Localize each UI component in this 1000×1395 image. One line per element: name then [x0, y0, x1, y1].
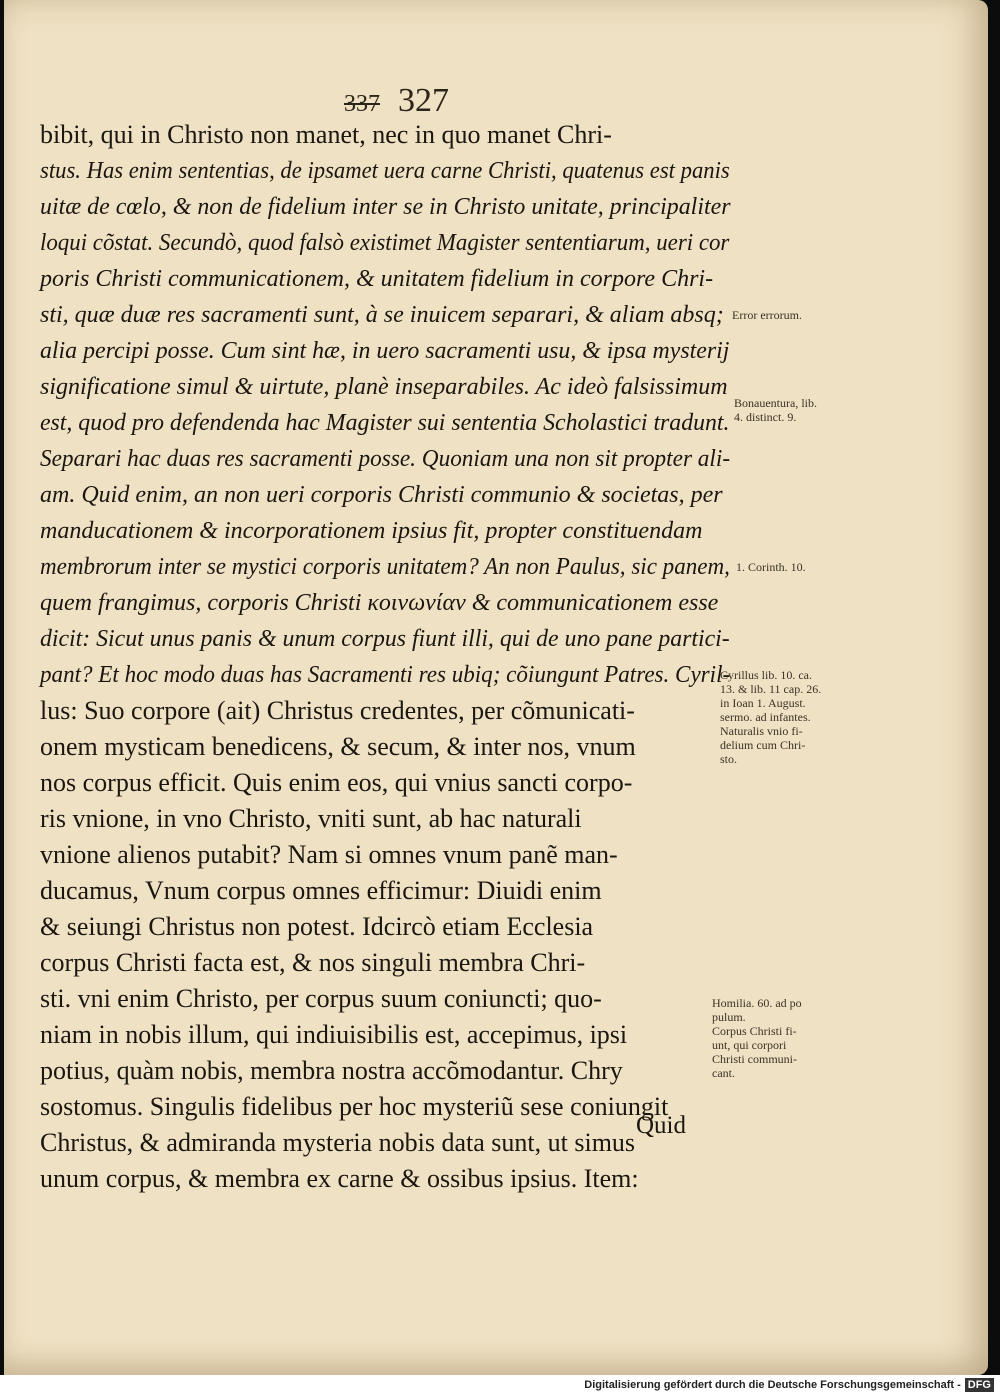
text-line: ris vnione, in vno Christo, vniti sunt, ab hac naturali — [40, 804, 582, 833]
margin-line: Naturalis vnio fi- — [720, 724, 803, 738]
text-line: stus. Has enim sententias, de ipsamet uera carne Christi, quatenus est panis — [40, 158, 730, 184]
text-line: vnione alienos putabit? Nam si omnes vnum panẽ man- — [40, 840, 618, 869]
text-line: uitæ de cœlo, & non de fidelium inter se in Christo unitate, principaliter — [40, 194, 731, 220]
text-line: niam in nobis illum, qui indiuisibilis est, accepimus, ipsi — [40, 1020, 628, 1049]
catchword: Quid — [636, 1112, 686, 1139]
margin-note-error: Error errorum. — [732, 308, 802, 322]
text-line: am. Quid enim, an non ueri corporis Christi communio & societas, per — [40, 482, 723, 508]
margin-line: unt, qui corpori — [712, 1038, 787, 1052]
margin-line: delium cum Chri- — [720, 738, 806, 752]
page-number — [344, 82, 449, 120]
text-line: significatione simul & uirtute, planè inseparabiles. Ac ideò falsissimum — [40, 374, 728, 400]
book-page — [4, 0, 988, 1375]
text-line: est, quod pro defendenda hac Magister sui sententia Scholastici tradunt. — [40, 410, 730, 436]
text-line: lus: Suo corpore (ait) Christus credentes, per cõmunicati- — [40, 696, 635, 725]
margin-note-corinth: 1. Corinth. 10. — [736, 560, 806, 574]
margin-line: Corpus Christi fi- — [712, 1024, 797, 1038]
text-line: bibit, qui in Christo non manet, nec in quo manet Chri- — [40, 120, 612, 149]
digitization-footer — [0, 1375, 1000, 1395]
margin-line: pulum. — [712, 1010, 746, 1024]
new-page-number: 327 — [398, 82, 449, 119]
text-line: dicit: Sicut unus panis & unum corpus fiunt illi, qui de uno pane partici- — [40, 626, 730, 652]
text-line: Separari hac duas res sacramenti posse. Quoniam una non sit propter ali- — [40, 446, 731, 472]
text-line: loqui cõstat. Secundò, quod falsò existimet Magister sententiarum, ueri cor — [40, 230, 730, 256]
margin-line: Christi communi- — [712, 1052, 797, 1066]
old-page-number: 337 — [344, 91, 380, 117]
text-line: corpus Christi facta est, & nos singuli membra Chri- — [40, 948, 586, 977]
text-line: pant? Et hoc modo duas has Sacramenti res ubiq; cõiungunt Patres. Cyril- — [40, 662, 731, 688]
text-line: membrorum inter se mystici corporis unitatem? An non Paulus, sic panem, — [40, 554, 730, 580]
margin-note-homilia — [712, 996, 802, 1080]
footer-text: Digitalisierung gefördert durch die Deutsche Forschungsgemeinschaft - — [584, 1379, 961, 1391]
margin-line: cant. — [712, 1066, 735, 1080]
text-line: & seiungi Christus non potest. Idcircò etiam Ecclesia — [40, 912, 594, 941]
text-line: sti, quæ duæ res sacramenti sunt, à se inuicem separari, & aliam absq; — [40, 302, 724, 328]
text-line: Christus, & admiranda mysteria nobis data sunt, ut simus — [40, 1128, 636, 1157]
margin-line: sermo. ad infantes. — [720, 710, 811, 724]
margin-line: 4. distinct. 9. — [734, 410, 797, 424]
margin-line: Cyrillus lib. 10. ca. — [720, 668, 812, 682]
text-line: sostomus. Singulis fidelibus per hoc mysteriũ sese coniungit — [40, 1092, 669, 1121]
text-line: unum corpus, & membra ex carne & ossibus ipsius. Item: — [40, 1164, 639, 1193]
text-line: onem mysticam benedicens, & secum, & inter nos, vnum — [40, 732, 636, 761]
margin-line: Bonauentura, lib. — [734, 396, 817, 410]
margin-line: in Ioan 1. August. — [720, 696, 806, 710]
margin-line: 13. & lib. 11 cap. 26. — [720, 682, 822, 696]
text-line: ducamus, Vnum corpus omnes efficimur: Diuidi enim — [40, 876, 602, 905]
margin-note-cyrillus — [720, 668, 821, 766]
text-line: sti. vni enim Christo, per corpus suum coniuncti; quo- — [40, 984, 602, 1013]
text-line: alia percipi posse. Cum sint hæ, in uero sacramenti usu, & ipsa mysterij — [40, 338, 730, 364]
text-line: nos corpus efficit. Quis enim eos, qui vnius sancti corpo- — [40, 768, 633, 797]
text-line: manducationem & incorporationem ipsius fit, propter constituendam — [40, 518, 703, 544]
dfg-logo: DFG — [965, 1378, 994, 1392]
text-line: potius, quàm nobis, membra nostra accõmodantur. Chry — [40, 1056, 623, 1085]
margin-note-bonaventura — [734, 396, 817, 424]
text-line: quem frangimus, corporis Christi κοινωνίαν & communicationem esse — [40, 590, 719, 616]
margin-line: Homilia. 60. ad po — [712, 996, 802, 1010]
text-line: poris Christi communicationem, & unitatem fidelium in corpore Chri- — [40, 266, 714, 292]
margin-line: sto. — [720, 752, 738, 766]
